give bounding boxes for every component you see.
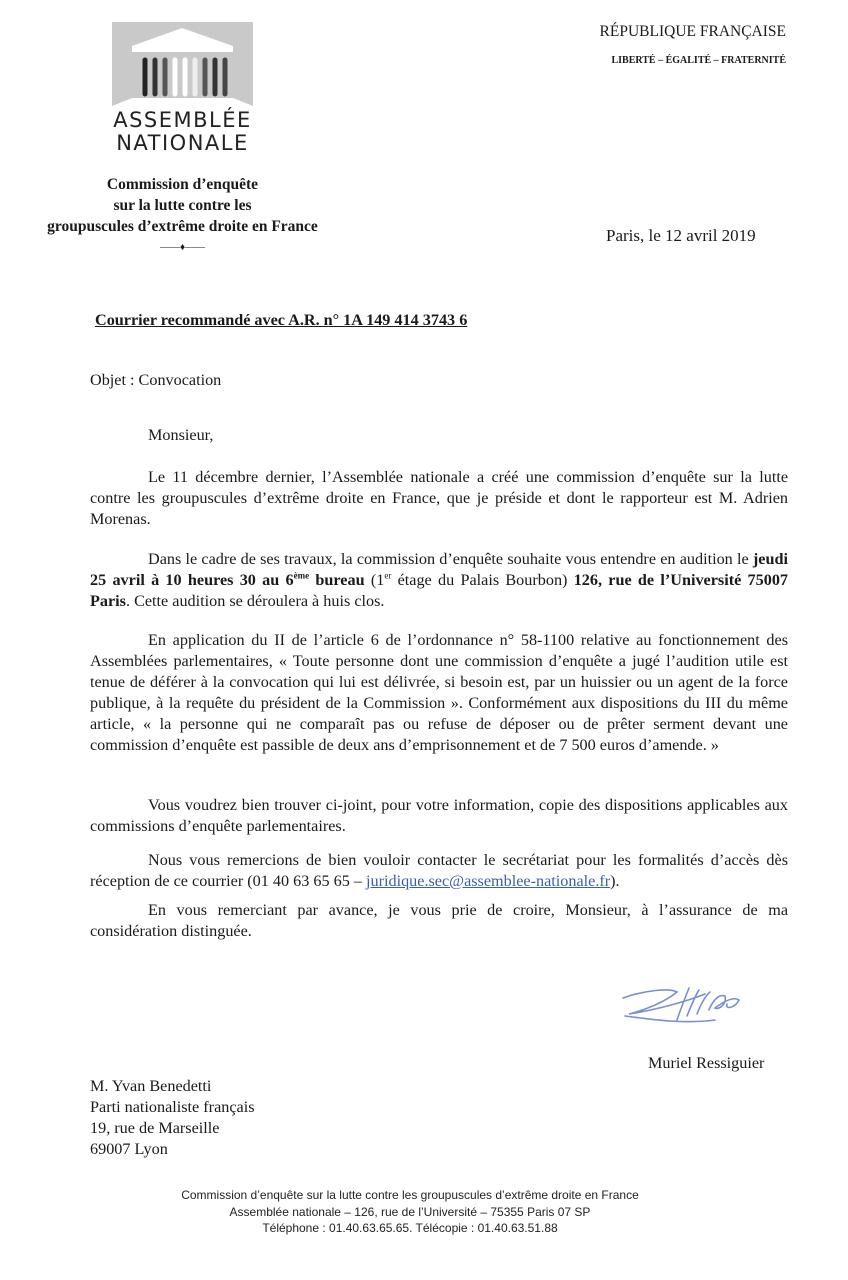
paragraph-text: Vous voudrez bien trouver ci-joint, pour votre information, copie des dispositions applicables aux commissions d’enquête parlementaires. xyxy=(90,796,788,835)
text: ). xyxy=(610,872,620,890)
paragraph-1 xyxy=(90,467,788,530)
text: . Cette audition se déroulera à huis clos. xyxy=(125,592,385,610)
signatory-name: Muriel Ressiguier xyxy=(648,1054,765,1072)
logo-text-nationale: NATIONALE xyxy=(116,131,249,155)
paragraph-6 xyxy=(90,900,788,942)
handwritten-signature-icon xyxy=(615,980,765,1045)
recipient-address xyxy=(90,1076,255,1160)
superscript: er xyxy=(384,570,392,581)
salutation: Monsieur, xyxy=(148,426,214,444)
letter-subject: Objet : Convocation xyxy=(90,371,222,389)
commission-line: sur la lutte contre les xyxy=(113,197,252,214)
republic-motto: LIBERTÉ – ÉGALITÉ – FRATERNITÉ xyxy=(611,55,786,66)
recipient-street: 19, rue de Marseille xyxy=(90,1119,220,1137)
hearing-address: 126, rue de l’Université 75007 Paris xyxy=(90,571,789,610)
commission-line: groupuscules d’extrême droite en France xyxy=(47,218,318,235)
letter-date: Paris, le 12 avril 2019 xyxy=(606,226,756,245)
footer-line: Téléphone : 01.40.63.65.65. Télécopie : 01.40.63.51.88 xyxy=(262,1221,558,1235)
paragraph-text: Le 11 décembre dernier, l’Assemblée nationale a créé une commission d’enquête sur la lutte contre les groupuscules d’extrême droite en France, que je préside et dont le rapporteur est M. Adrien Morenas. xyxy=(90,468,788,528)
paragraph-2 xyxy=(90,549,788,612)
footer-line: Commission d’enquête sur la lutte contre les groupuscules d’extrême droite en France xyxy=(181,1188,639,1202)
recipient-city: 69007 Lyon xyxy=(90,1140,168,1158)
letter-footer xyxy=(110,1187,710,1237)
paragraph-3 xyxy=(90,630,788,756)
commission-line: Commission d’enquête xyxy=(106,176,259,193)
superscript: ème xyxy=(293,570,310,581)
paragraph-text: En vous remerciant par avance, je vous prie de croire, Monsieur, à l’assurance de ma considération distinguée. xyxy=(90,901,788,940)
recipient-organization: Parti nationaliste français xyxy=(90,1098,255,1116)
paragraph-5 xyxy=(90,850,788,892)
republic-heading: RÉPUBLIQUE FRANÇAISE xyxy=(599,23,786,40)
footer-line: Assemblée nationale – 126, rue de l’Université – 75355 Paris 07 SP xyxy=(229,1204,591,1219)
assemblee-logo-icon xyxy=(112,22,253,106)
email-link[interactable]: juridique.sec@assemblee-nationale.fr xyxy=(366,872,611,890)
hearing-room: bureau xyxy=(309,571,365,589)
recipient-name: M. Yvan Benedetti xyxy=(90,1077,212,1095)
hearing-date: jeudi 25 avril à 10 heures 30 au 6 xyxy=(90,550,788,589)
text: Nous vous remercions de bien vouloir contacter le secrétariat pour les formalités d’accès dès réception de ce courrier (01 40 63 65 65 – xyxy=(90,851,788,890)
commission-heading xyxy=(30,174,335,258)
text: étage du Palais Bourbon) xyxy=(391,571,574,589)
registered-mail-number: Courrier recommandé avec A.R. n° 1A 149 414 3743 6 xyxy=(95,311,468,329)
text: Dans le cadre de ses travaux, la commission d’enquête souhaite vous entendre en audition le xyxy=(148,550,753,568)
paragraph-text: En application du II de l’article 6 de l’ordonnance n° 58-1100 relative au fonctionnement des Assemblées parlementaires, « Toute personne dont une commission d’enquête a jugé l’audition utile est tenue de déférer à la convocation qui lui est délivrée, si besoin est, par un huissier ou un agent de la force publique, à la requête du président de la Commission ». Conformément aux dispositions du III du même article, « la personne qui ne comparaît pas ou refuse de déposer ou de prêter serment devant une commission d’enquête est passible de deux ans d’emprisonnement et de 7 500 euros d’amende. » xyxy=(90,631,788,754)
ornament-divider: ——♦—— xyxy=(159,242,206,253)
paragraph-4 xyxy=(90,795,788,837)
logo-text-assemblee: ASSEMBLÉE xyxy=(113,108,252,132)
text: (1 xyxy=(364,571,385,589)
